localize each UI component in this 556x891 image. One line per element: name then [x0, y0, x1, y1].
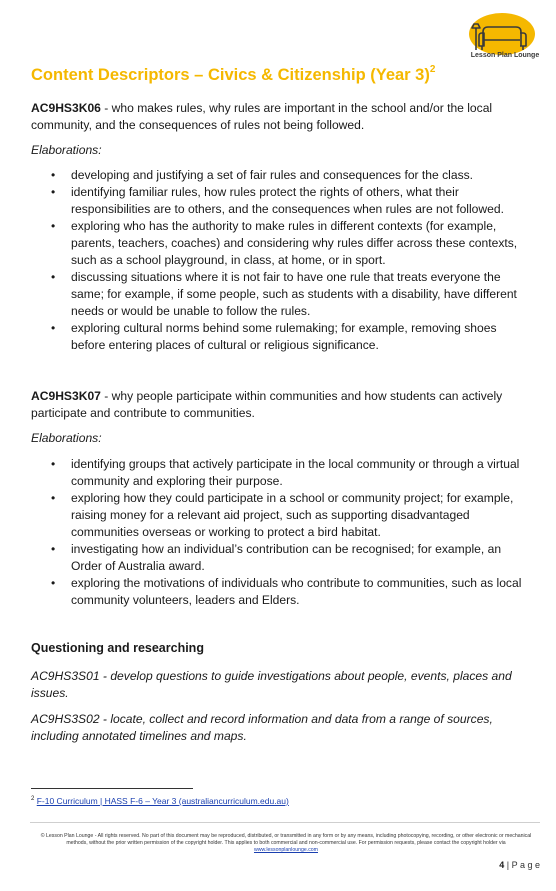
list-item: • exploring who has the authority to make rules in different contexts (for example, parents, teachers, coaches) and considering why rules differ across these contexts, such as a school playground, in class, at home, or in sport. [31, 218, 531, 269]
list-item: • exploring the motivations of individuals who contribute to communities, such as local community volunteers, leaders and Elders. [31, 575, 531, 609]
list-item: • identifying familiar rules, how rules protect the rights of others, what their responsibilities are to others, and the consequences when rules are not followed. [31, 184, 531, 218]
logo-text: Lesson Plan Lounge [470, 52, 540, 59]
title-footnote-ref[interactable]: 2 [429, 64, 436, 75]
footnote-divider [31, 788, 193, 789]
list-item: • exploring cultural norms behind some rulemaking; for example, removing shoes before entering places of cultural or religious significance. [31, 320, 531, 354]
page-title: Content Descriptors – Civics & Citizenship (Year 3)$^2$ [31, 64, 436, 84]
list-item: • identifying groups that actively participate in the local community or through a virtual community and exploring their purpose. [31, 456, 531, 490]
descriptor-code: AC9HS3K07 [31, 389, 101, 403]
page-label: | P a g e [506, 860, 540, 870]
descriptor-text: - why people participate within communities and how students can actively participate and contribute to communities. [31, 389, 503, 420]
descriptor-ac9hs3k06 [31, 100, 527, 134]
skill-ac9hs3s01: AC9HS3S01 - develop questions to guide investigations about people, events, places and issues. [31, 669, 512, 700]
copyright-notice [34, 833, 538, 854]
footer-divider [30, 822, 540, 823]
elaborations-label: Elaborations: [31, 143, 102, 157]
list-item: • investigating how an individual’s contribution can be recognised; for example, an Order of Australia award. [31, 541, 531, 575]
descriptor-code: AC9HS3K06 [31, 101, 101, 115]
elaborations-list-1 [31, 167, 531, 354]
page-number-value: 4 [499, 860, 505, 870]
section-heading: Questioning and researching [31, 641, 204, 655]
descriptor-ac9hs3k07 [31, 388, 527, 422]
elaborations-label: Elaborations: [31, 431, 102, 445]
elaborations-list-2 [31, 456, 531, 609]
skill-ac9hs3s02: AC9HS3S02 - locate, collect and record information and data from a range of sources, including annotated timelines and maps. [31, 712, 493, 743]
copyright-text: © Lesson Plan Lounge - All rights reserved. No part of this document may be reproduced, distributed, or transmitted in any form or by any means, including photocopying, recording, or other electronic or mechanical methods, without the prior written permission of the copyright holder. This applies to both commercial and non-commercial use. For permission requests, please contact the copyright holder via [40, 833, 532, 846]
footnote-number: 2 [31, 796, 35, 803]
descriptor-text: - who makes rules, why rules are important in the school and/or the local community, and the consequences of rules not being followed. [31, 101, 493, 132]
list-item: • developing and justifying a set of fair rules and consequences for the class. [31, 167, 531, 184]
list-item: • exploring how they could participate in a school or community project; for example, raising money for a relevant aid project, such as supporting disadvantaged communities overseas or working to protect a bird habitat. [31, 490, 531, 541]
website-link[interactable]: www.lessonplanlounge.com [253, 847, 318, 853]
list-item: • discussing situations where it is not fair to have one rule that treats everyone the same; for example, if some people, such as students with a disability, have different needs or would be unable to follow the rules. [31, 269, 531, 320]
footnote [31, 796, 289, 806]
curriculum-link[interactable]: F-10 Curriculum | HASS F-6 – Year 3 (australiancurriculum.edu.au) [36, 796, 289, 806]
page-number [499, 860, 540, 870]
